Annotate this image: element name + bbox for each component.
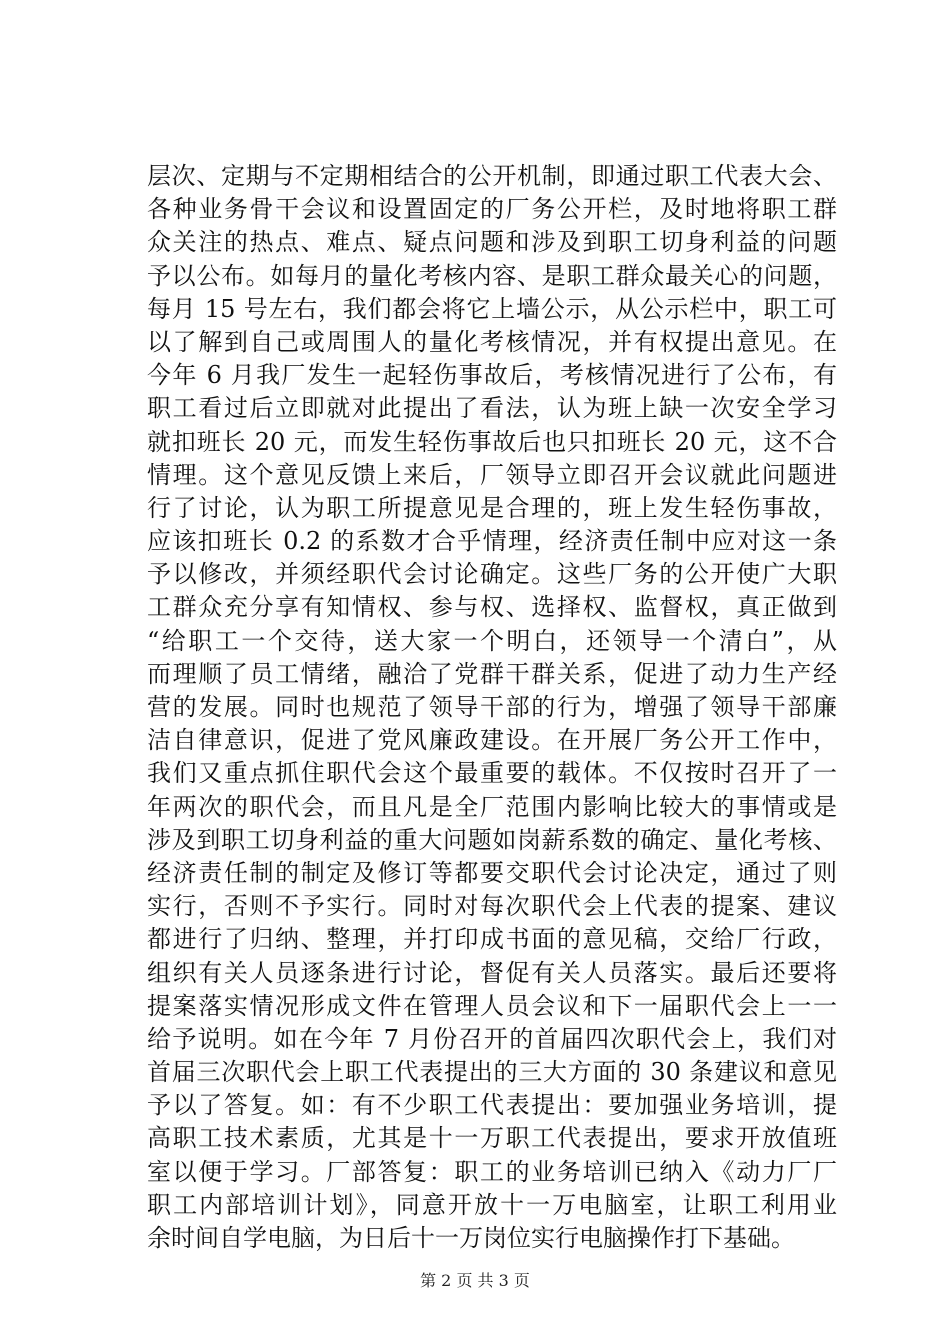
text-line: 各种业务骨干会议和设置固定的厂务公开栏，及时地将职工群: [147, 195, 837, 224]
text-line: 经济责任制的制定及修订等都要交职代会讨论决定，通过了则: [147, 858, 837, 887]
text-line: 涉及到职工切身利益的重大问题如岗薪系数的确定、量化考核、: [147, 825, 837, 854]
text-line: 高职工技术素质，尤其是十一万职工代表提出，要求开放值班: [147, 1124, 837, 1153]
text-line: 年两次的职代会，而且凡是全厂范围内影响比较大的事情或是: [147, 792, 837, 821]
text-line: 情理。这个意见反馈上来后，厂领导立即召开会议就此问题进: [147, 460, 837, 489]
text-line: 提案落实情况形成文件在管理人员会议和下一届职代会上一一: [147, 991, 837, 1020]
text-line: 洁自律意识，促进了党风廉政建设。在开展厂务公开工作中，: [147, 726, 837, 755]
text-line: 每月 15 号左右，我们都会将它上墙公示，从公示栏中，职工可: [147, 294, 837, 323]
text-line: 职工看过后立即就对此提出了看法，认为班上缺一次安全学习: [147, 394, 837, 423]
text-line: 而理顺了员工情绪，融洽了党群干群关系，促进了动力生产经: [147, 659, 837, 688]
text-line: 工群众充分享有知情权、参与权、选择权、监督权，真正做到: [147, 593, 837, 622]
body-paragraph: [147, 160, 837, 1255]
text-line: 应该扣班长 0.2 的系数才合乎情理，经济责任制中应对这一条: [147, 527, 837, 556]
text-line: 实行，否则不予实行。同时对每次职代会上代表的提案、建议: [147, 892, 837, 921]
text-line: 众关注的热点、难点、疑点问题和涉及到职工切身利益的问题: [147, 228, 837, 257]
text-line: “给职工一个交待，送大家一个明白，还领导一个清白”，从: [147, 626, 837, 655]
text-line: 组织有关人员逐条进行讨论，督促有关人员落实。最后还要将: [147, 958, 837, 987]
text-line: 室以便于学习。厂部答复：职工的业务培训已纳入《动力厂厂: [147, 1157, 837, 1186]
text-line: 今年 6 月我厂发生一起轻伤事故后，考核情况进行了公布，有: [147, 361, 837, 390]
text-line: 首届三次职代会上职工代表提出的三大方面的 30 条建议和意见: [147, 1058, 837, 1087]
text-line: 给予说明。如在今年 7 月份召开的首届四次职代会上，我们对: [147, 1024, 837, 1053]
text-line: 营的发展。同时也规范了领导干部的行为，增强了领导干部廉: [147, 693, 837, 721]
text-line: 余时间自学电脑，为日后十一万岗位实行电脑操作打下基础。: [147, 1224, 795, 1252]
text-line: 都进行了归纳、整理，并打印成书面的意见稿，交给厂行政，: [147, 925, 837, 954]
text-line: 行了讨论，认为职工所提意见是合理的，班上发生轻伤事故，: [147, 493, 837, 522]
text-line: 以了解到自己或周围人的量化考核情况，并有权提出意见。在: [147, 327, 837, 356]
text-line: 予以了答复。如：有不少职工代表提出：要加强业务培训，提: [147, 1091, 837, 1120]
text-line: 我们又重点抓住职代会这个最重要的载体。不仅按时召开了一: [147, 759, 837, 788]
page-number-footer: 第 2 页 共 3 页: [420, 1271, 530, 1290]
text-line: 职工内部培训计划》，同意开放十一万电脑室，让职工利用业: [147, 1190, 837, 1219]
text-line: 予以公布。如每月的量化考核内容、是职工群众最关心的问题，: [147, 261, 837, 290]
text-line: 予以修改，并须经职代会讨论确定。这些厂务的公开使广大职: [147, 560, 837, 589]
text-line: 就扣班长 20 元，而发生轻伤事故后也只扣班长 20 元，这不合: [147, 427, 837, 456]
text-line: 层次、定期与不定期相结合的公开机制，即通过职工代表大会、: [147, 162, 837, 190]
